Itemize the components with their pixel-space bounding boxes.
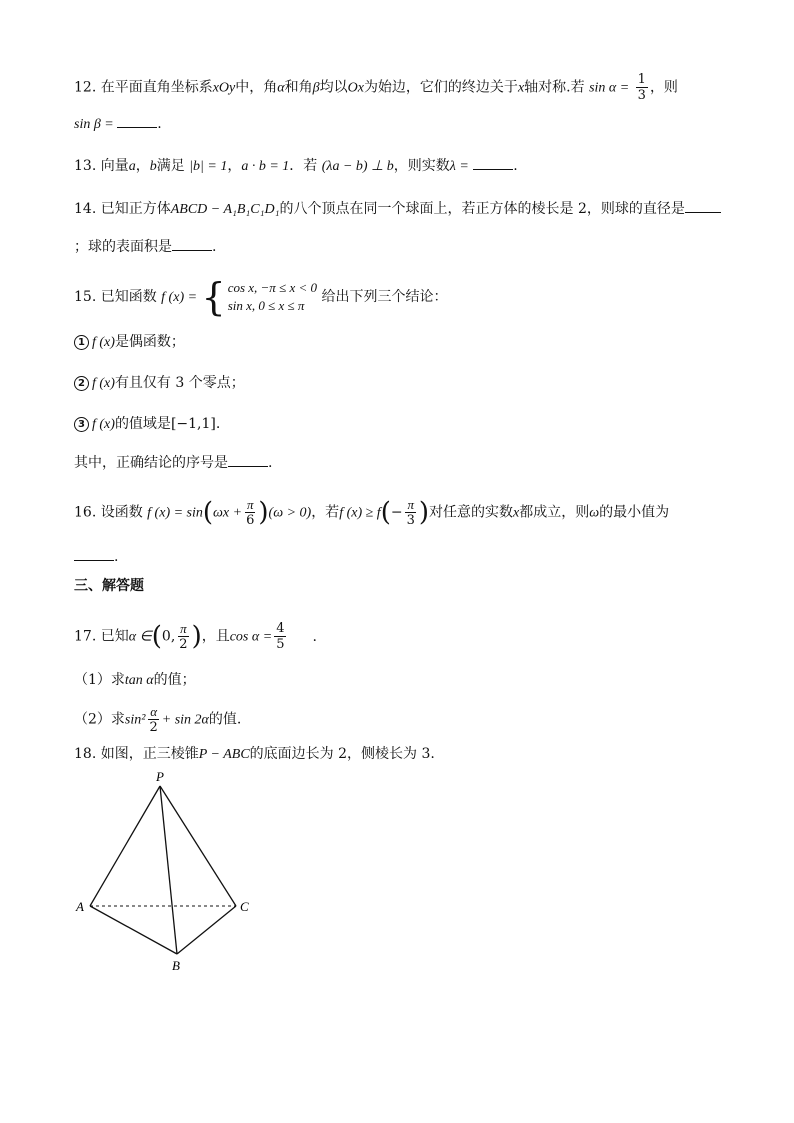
q15-ask — [74, 452, 272, 473]
q16-frac2 — [405, 497, 417, 528]
q15-fx: f (x) = — [161, 290, 198, 305]
q16-answer-blank[interactable] — [74, 546, 114, 561]
q13-text: ， — [227, 158, 242, 174]
q15-answer-blank[interactable] — [228, 452, 268, 467]
q17-zero: 0, — [161, 628, 176, 645]
q13-number: 13. — [74, 158, 101, 174]
q15-f: f (x) — [92, 376, 115, 391]
q15-text: . — [268, 455, 273, 471]
q16-pi: π — [407, 497, 414, 512]
q15-f: f (x) — [92, 417, 115, 432]
q17-text: （1）求 — [74, 672, 125, 688]
q16-frac — [244, 497, 256, 528]
q17-part1 — [74, 670, 196, 691]
q17-two2: 2 — [149, 720, 158, 735]
q16-cond: (ω > 0) — [268, 505, 312, 521]
q17-text: 的值； — [153, 672, 196, 688]
q16-x: x — [513, 505, 520, 521]
pyramid-figure — [70, 768, 260, 978]
q16-text: 的最小值为 — [599, 504, 670, 521]
q17-dot: . — [312, 628, 317, 645]
q13-text: 满足 — [156, 158, 185, 174]
q16-number: 16. — [74, 504, 101, 521]
q17-cos: cos α = — [229, 629, 273, 645]
q15-case-1: cos x, −π ≤ x < 0 — [227, 280, 317, 295]
q15-text: 给出下列三个结论： — [321, 289, 448, 305]
q12-frac-den: 3 — [637, 88, 646, 103]
q14-text: ；球的表面积是 — [74, 239, 172, 255]
q13-lambda: λ = — [449, 159, 469, 174]
q15-range: [−1,1] — [170, 416, 216, 432]
q14-text: . — [212, 239, 217, 255]
q17-text: 已知 — [100, 628, 129, 645]
q16-three: 3 — [406, 513, 415, 528]
q13-text: ， — [135, 158, 150, 174]
q12-sin-beta: sin β = — [74, 117, 118, 132]
q17-four: 4 — [276, 621, 285, 636]
q17-text: 的值. — [208, 711, 242, 728]
q17-frac-pi — [177, 621, 189, 652]
q15-text: 其中，正确结论的序号是 — [74, 455, 228, 471]
q18-text: 的底面边长为 2，侧棱长为 3. — [249, 746, 435, 762]
q12-line1 — [74, 72, 678, 103]
q13-text: ．若 — [289, 158, 318, 174]
q17-text: ，且 — [201, 628, 230, 645]
q12-beta: β — [312, 80, 320, 96]
section-heading: 三、解答题 — [74, 578, 144, 594]
q14-answer-blank-2[interactable] — [172, 236, 212, 251]
label-b: B — [172, 958, 180, 973]
q15-text: 是偶函数； — [114, 334, 185, 350]
q12-sin-expr: sin α = — [589, 80, 630, 96]
circled-number-icon: 2 — [74, 376, 89, 391]
q14-number: 14. — [74, 201, 101, 217]
edge-ab — [90, 906, 177, 954]
q15-text: 已知函数 — [100, 289, 157, 305]
q12-number: 12. — [74, 79, 101, 96]
q17-text: （2）求 — [74, 711, 125, 728]
q12-line2: sin β = . — [74, 113, 162, 135]
edge-pc — [160, 786, 236, 906]
q17-alpha: α — [150, 704, 158, 719]
q17-sin2: sin² — [124, 712, 146, 728]
edge-pa — [90, 786, 160, 906]
q13-answer-blank[interactable] — [473, 155, 513, 170]
q15-conclusion-2 — [74, 373, 245, 394]
q12-ox: Ox — [347, 80, 364, 96]
q16-text: . — [114, 549, 119, 565]
q13-perp: (λa − b) ⊥ b — [321, 159, 394, 174]
circled-number-icon: 1 — [74, 335, 89, 350]
q15-text: 的值域是 — [114, 416, 171, 432]
q12-text: 为始边，它们的终边关于 — [363, 79, 518, 96]
label-a: A — [76, 899, 84, 914]
q12-x: x — [517, 80, 525, 96]
q14-cube: ABCD − A₁B₁C₁D₁ — [170, 202, 280, 217]
q17-frac-cos — [274, 621, 286, 652]
q12-text: 和角 — [284, 79, 313, 96]
q16-line2 — [74, 546, 118, 567]
q12-fraction — [636, 72, 648, 103]
q17-frac-half — [147, 704, 159, 735]
q17-two: 2 — [179, 637, 188, 652]
q13-dot: a · b = 1 — [241, 159, 290, 174]
q17-line: 17. 已知α ∈(0, $\frac{\pi}{2}$ )，且cos α = $\frac{4}{5}$ . — [74, 621, 317, 652]
q16-pi: π — [246, 497, 254, 512]
q15-number: 15. — [74, 289, 101, 305]
q12-xoy: xOy — [212, 80, 236, 96]
q16-text: 设函数 — [100, 504, 143, 521]
q16-omega: ω — [589, 505, 600, 521]
q17-five: 5 — [276, 637, 285, 652]
q12-answer-blank[interactable] — [117, 113, 157, 128]
q18-text: 如图，正三棱锥 — [100, 746, 199, 762]
q12-alpha: α — [277, 80, 285, 96]
q16-neg: − — [390, 504, 403, 521]
q17-plus: + sin 2α — [161, 712, 209, 728]
q17-part2 — [74, 704, 241, 735]
q15-conclusion-1 — [74, 332, 185, 353]
q12-text: 在平面直角坐标系 — [100, 79, 213, 96]
q13-text: ，则实数 — [393, 158, 450, 174]
q18-pabc: P − ABC — [198, 747, 250, 762]
q13-vec-b: b — [149, 159, 157, 174]
q18-line — [74, 744, 435, 765]
q12-text: ，则 — [649, 79, 678, 96]
q17-alpha-in: α ∈ — [128, 629, 152, 645]
q17-number: 17. — [74, 628, 101, 645]
q12-frac-num: 1 — [637, 72, 646, 87]
q15-f: f (x) — [92, 335, 115, 350]
q14-answer-blank-1[interactable] — [685, 198, 721, 213]
label-p: P — [156, 769, 164, 784]
q15-text: . — [215, 416, 221, 432]
q13-line — [74, 155, 518, 177]
q13-vec-a: a — [128, 159, 136, 174]
q15-text: 有且仅有 3 个零点； — [114, 375, 245, 391]
q12-text: 均以 — [319, 79, 348, 96]
q14-text: 已知正方体 — [100, 201, 171, 217]
q16-six: 6 — [246, 513, 255, 528]
q16-ineq: f (x) ≥ f — [339, 505, 381, 521]
q15-piecewise — [201, 275, 318, 319]
q16-text: 都成立，则 — [519, 504, 590, 521]
q14-line2 — [74, 236, 216, 257]
edge-pb — [160, 786, 177, 954]
q13-text: 向量 — [100, 158, 129, 174]
label-c: C — [240, 899, 249, 914]
q16-text: ，若 — [311, 504, 340, 521]
q16-fx: f (x) = sin — [147, 505, 203, 521]
q15-line — [74, 275, 448, 319]
q15-brace: { — [201, 275, 226, 319]
q13-text: . — [513, 158, 518, 174]
q16-text: 对任意的实数 — [429, 504, 514, 521]
q16-inner: ωx + — [213, 505, 243, 521]
q16-line1: 16. 设函数 f (x) = sin(ωx + $\frac{\pi}{6}$ )(ω > 0)，若f (x) ≥ f(− $\frac{\pi}{3}$ )对任意的实数x都成立，则ω的最小值为 — [74, 497, 670, 528]
edge-bc — [177, 906, 236, 954]
q14-line1 — [74, 198, 721, 220]
q15-conclusion-3 — [74, 414, 220, 435]
q15-cases — [228, 279, 317, 315]
circled-number-icon: 3 — [74, 417, 89, 432]
q15-case-2: sin x, 0 ≤ x ≤ π — [227, 298, 305, 313]
q12-text: 轴对称.若 — [524, 79, 585, 96]
q14-text: 的八个顶点在同一个球面上，若正方体的棱长是 2，则球的直径是 — [279, 201, 685, 217]
q17-tan: tan α — [124, 673, 154, 688]
q12-text: 中，角 — [235, 79, 278, 96]
q17-pi: π — [180, 621, 187, 636]
q18-number: 18. — [74, 746, 101, 762]
q13-norm: |b| = 1 — [189, 159, 228, 174]
